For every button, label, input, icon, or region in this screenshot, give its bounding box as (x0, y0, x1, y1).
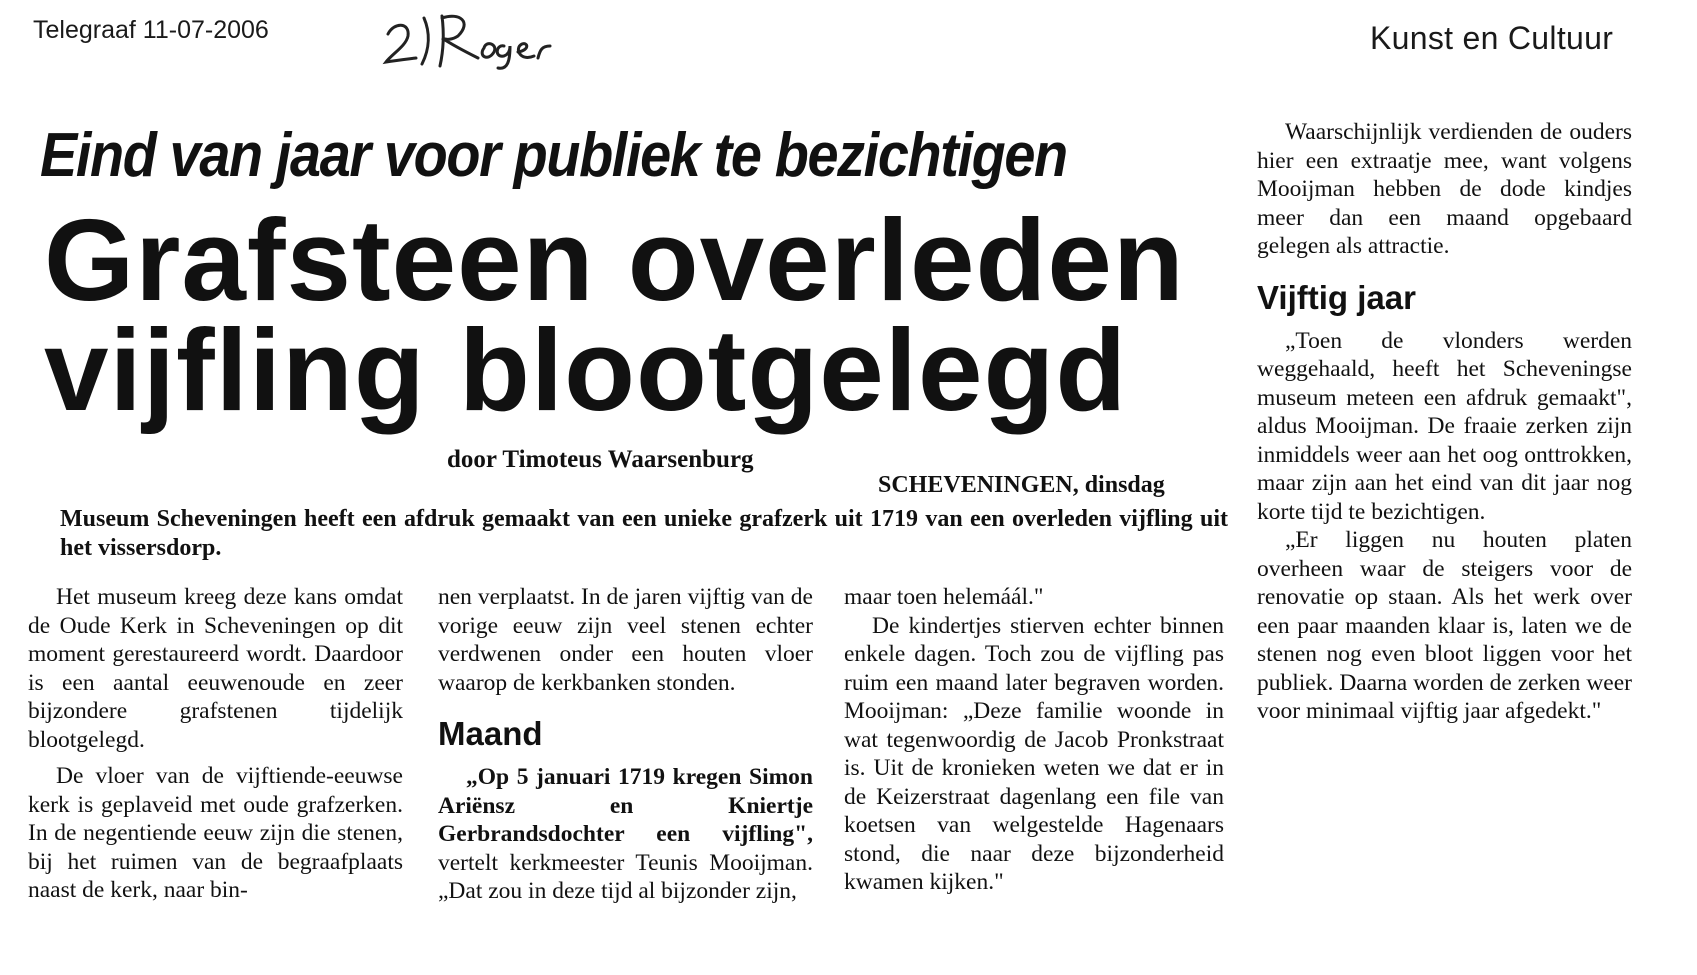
byline: door Timoteus Waarsenburg (447, 446, 754, 473)
subheading-maand: Maand (438, 715, 543, 752)
dateline: SCHEVENINGEN, dinsdag (878, 472, 1165, 498)
paragraph: „Toen de vlonders werden weggehaald, heeft het Scheveningse museum meteen een afdruk gemaakt", aldus Mooijman. De fraaie zerken zijn inmiddels weer aan het oog onttrokken, maar zijn aan het eind van dit jaar nog korte tijd te bezichtigen. (1257, 327, 1632, 525)
paragraph: „Er liggen nu houten platen overheen waar de steigers voor de renovatie op staan. Als het werk over een paar maanden klaar is, laten we de stenen nog even bloot liggen voor het publiek. Daarna worden de zerken weer voor minimaal vijftig jaar afgedekt." (1257, 527, 1632, 724)
column-2 (438, 583, 813, 906)
column-4 (1257, 118, 1632, 726)
paragraph: Het museum kreeg deze kans omdat de Oude Kerk in Scheveningen op dit moment gerestaureerd wordt. Daardoor is een aantal eeuwenoude en zeer bijzondere grafstenen tijdelijk blootgelegd. (28, 584, 403, 753)
headline-line-1: Grafsteen overleden (44, 195, 1185, 325)
paragraph (438, 763, 813, 906)
paragraph: De vloer van de vijftiende-eeuwse kerk is geplaveid met oude grafzerken. In de negentiende eeuw zijn die stenen, bij het ruimen van de begraafplaats naast de kerk, naar bin- (28, 763, 403, 903)
column-3 (844, 583, 1224, 897)
paragraph: De kindertjes stierven echter binnen enkele dagen. Toch zou de vijfling pas ruim een maand later begraven worden. Mooijman: „Deze familie woonde in wat tegenwoordig de Jacob Pronkstraat is. Uit de kronieken weten we dat er in de Keizerstraat dagenlang een file van koetsen van welgestelde Hagenaars stond, die naar deze bijzonderheid kwamen kijken." (844, 612, 1224, 895)
handwritten-note-signature (380, 4, 555, 70)
source-label: Telegraaf 11-07-2006 (33, 16, 269, 44)
paragraph: Waarschijnlijk verdienden de ouders hier een extraatje mee, want volgens Mooijman hebben de dode kindjes meer dan een maand opgebaard gelegen als attractie. (1257, 119, 1632, 259)
headline-line-2: vijfling blootgelegd (44, 305, 1128, 435)
paragraph: maar toen helemáál." (844, 584, 1044, 610)
article-kicker: Eind van jaar voor publiek te bezichtigen (40, 121, 1067, 190)
article-intro: Museum Scheveningen heeft een afdruk gemaakt van een unieke grafzerk uit 1719 van een overleden vijfling uit het vissersdorp. (60, 506, 1228, 561)
subheading-vijftig-jaar: Vijftig jaar (1257, 278, 1416, 316)
column-1 (28, 583, 403, 905)
article-headline (44, 195, 1185, 435)
quote-bold: „Op 5 januari 1719 kregen Simon Ariënsz en Kniertje Gerbrandsdochter een vijfling", (438, 764, 813, 847)
section-label: Kunst en Cultuur (1370, 20, 1614, 56)
quote-attribution: vertelt kerkmeester Teunis Mooijman. „Dat zou in deze tijd al bijzonder zijn, (438, 849, 813, 904)
paragraph: nen verplaatst. In de jaren vijftig van de vorige eeuw zijn veel stenen echter verdwenen onder een houten vloer waarop de kerkbanken stonden. (438, 584, 813, 696)
